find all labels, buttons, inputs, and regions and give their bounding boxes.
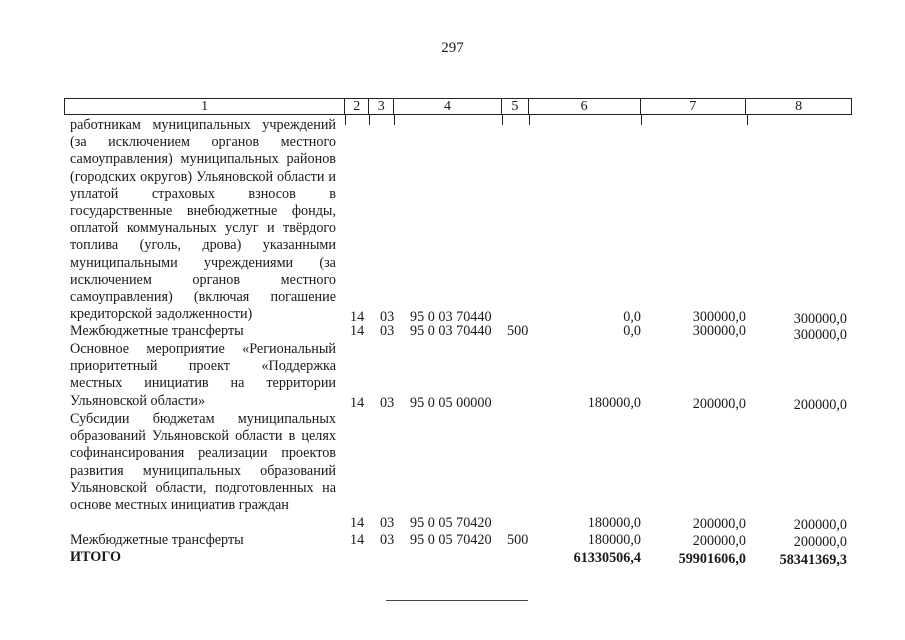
row-1-value-8: 300000,0 — [793, 327, 847, 343]
row-0-pr: 03 — [380, 309, 395, 325]
header-col-5: 5 — [502, 99, 529, 114]
row-4-value-6: 180000,0 — [587, 532, 641, 548]
row-1-pr: 03 — [380, 323, 395, 339]
footer-divider — [386, 600, 528, 601]
row-4-pr: 03 — [380, 532, 395, 548]
row-1-vr: 500 — [507, 323, 529, 339]
row-4-value-7: 200000,0 — [692, 533, 746, 549]
column-divider — [641, 115, 642, 125]
row-2-rz: 14 — [350, 395, 365, 411]
row-4-vr: 500 — [507, 532, 529, 548]
row-3-value-6: 180000,0 — [587, 515, 641, 531]
header-col-3: 3 — [369, 99, 394, 114]
row-4-value-8: 200000,0 — [793, 534, 847, 550]
row-4-rz: 14 — [350, 532, 365, 548]
row-3-rz: 14 — [350, 515, 365, 531]
row-3-description: Субсидии бюджетам муниципальных образований Ульяновской области в целях софинансирования реализации проектов развития муниципальных образований Ульяновской области, подготовленных на основе местных инициатив граждан — [70, 411, 336, 514]
total-value-7: 59901606,0 — [678, 551, 746, 567]
column-divider — [345, 115, 346, 125]
row-2-csr: 95 0 05 00000 — [410, 395, 492, 411]
row-2-description: Основное мероприятие «Региональный приоритетный проект «Поддержка местных инициатив на территории Ульяновской области» — [70, 341, 336, 409]
header-col-4: 4 — [394, 99, 502, 114]
page-number: 297 — [441, 40, 464, 56]
row-2-value-6: 180000,0 — [587, 395, 641, 411]
header-col-8: 8 — [795, 99, 803, 114]
row-1-csr: 95 0 03 70440 — [410, 323, 492, 339]
row-1-value-7: 300000,0 — [692, 323, 746, 339]
column-divider — [369, 115, 370, 125]
row-3-csr: 95 0 05 70420 — [410, 515, 492, 531]
row-0-rz: 14 — [350, 309, 365, 325]
header-col-6: 6 — [529, 99, 641, 114]
row-0-value-7: 300000,0 — [692, 309, 746, 325]
row-0-value-8: 300000,0 — [793, 311, 847, 327]
row-0-value-6: 0,0 — [623, 309, 641, 325]
row-2-pr: 03 — [380, 395, 395, 411]
column-divider — [394, 115, 395, 125]
row-0-csr: 95 0 03 70440 — [410, 309, 492, 325]
row-1-description: Межбюджетные трансферты — [70, 323, 244, 339]
row-1-value-6: 0,0 — [623, 323, 641, 339]
total-value-6: 61330506,4 — [573, 550, 641, 566]
row-4-csr: 95 0 05 70420 — [410, 532, 492, 548]
row-1-rz: 14 — [350, 323, 365, 339]
total-value-8: 58341369,3 — [779, 552, 847, 568]
total-label: ИТОГО — [70, 549, 122, 565]
table-header — [64, 98, 852, 115]
column-divider — [747, 115, 748, 125]
column-divider — [502, 115, 503, 125]
row-2-value-7: 200000,0 — [692, 396, 746, 412]
header-col-2: 2 — [345, 99, 369, 114]
row-3-value-7: 200000,0 — [692, 516, 746, 532]
header-col-7: 7 — [641, 99, 747, 114]
row-3-value-8: 200000,0 — [793, 517, 847, 533]
column-divider — [529, 115, 530, 125]
row-2-value-8: 200000,0 — [793, 397, 847, 413]
header-col-1: 1 — [65, 99, 345, 114]
row-3-pr: 03 — [380, 515, 395, 531]
row-0-description: работникам муниципальных учреждений (за исключением органов местного самоуправления) муниципальных районов (городских округов) Ульяновской области и уплатой страховых взносов в государственные внебюджетные фонды, оплатой коммунальных услуг и твёрдого топлива (уголь, дрова) указанными муниципальными учреждениями (за исключением органов местного самоуправления) (включая погашение кредиторской задолженности) — [70, 117, 336, 323]
row-4-description: Межбюджетные трансферты — [70, 532, 244, 548]
